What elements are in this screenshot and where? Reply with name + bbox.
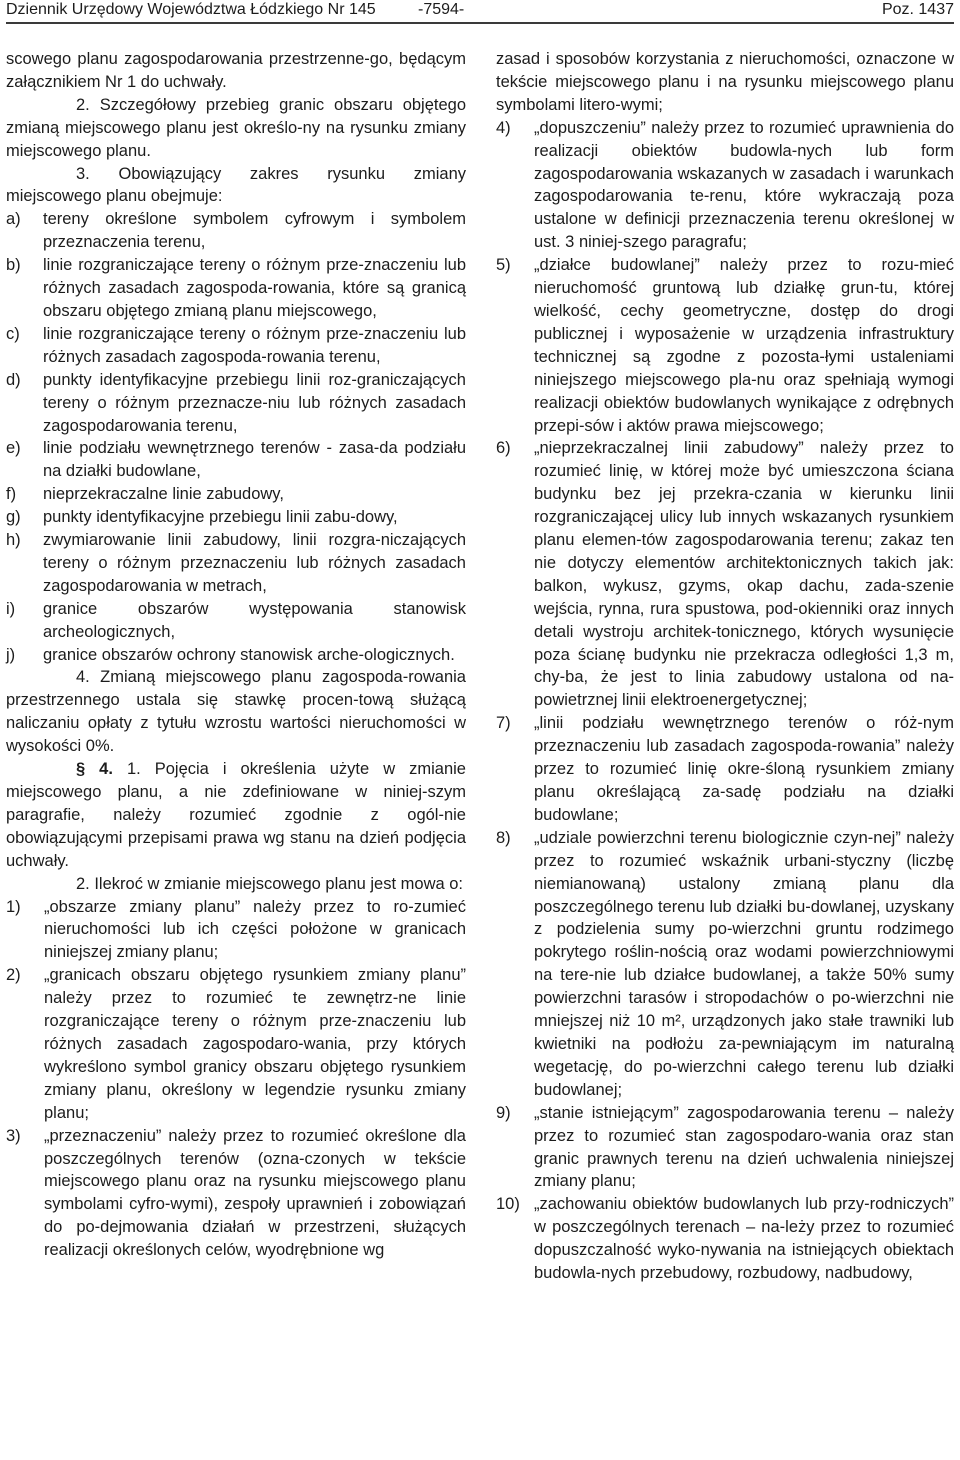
- item-text: punkty identyfikacyjne przebiegu linii roz-graniczających tereny o różnym przeznacze-niu lub różnych zasadach zagospodarowania terenu,: [43, 370, 466, 435]
- item-label: 10): [496, 1195, 520, 1214]
- paragraph: 2. Szczegółowy przebieg granic obszaru objętego zmianą miejscowego planu jest określo-ny na rysunku zmiany miejscowego planu.: [6, 95, 466, 160]
- definition-item: [496, 1102, 954, 1194]
- definition-item: [496, 437, 954, 712]
- item-text: „działce budowlanej” należy przez to rozu-mieć nieruchomość gruntową lub działkę grun-tu, której wielkość, cechy geometryczne, dostęp do drogi publicznej i wyposażenie w urządzenia infrastruktury technicznej są zgodne z pozosta-łymi ustaleniami niniejszego miejscowego pla-nu oraz spełniają wymogi realizacji obiektów budowlanych wynikające z odrębnych przepi-sów i aktów prawa miejscowego;: [534, 256, 954, 435]
- right-column: [496, 48, 954, 1285]
- item-text: linie rozgraniczające tereny o różnym prze-znaczeniu lub różnych zasadach zagospoda-rowania, które są granicą obszaru objętego zmianą planu miejscowego,: [43, 256, 466, 320]
- item-text: zwymiarowanie linii zabudowy, linii rozgra-niczających tereny o różnym przeznaczeniu lub różnych zasadach zagospodarowania w metrach,: [43, 531, 466, 595]
- journal-title: Dziennik Urzędowy Województwa Łódzkiego Nr 145: [6, 1, 376, 18]
- item-text: linie rozgraniczające tereny o różnym prze-znaczeniu lub różnych zasadach zagospoda-rowania terenu,: [43, 324, 466, 366]
- item-text: „granicach obszaru objętego rysunkiem zmiany planu” należy przez to rozumieć te zewnętrz-ne linie rozgraniczające tereny o różnym prze-znaczeniu lub różnych zasadach zagospodaro-wania, przy których wykreślono symbol granicy obszaru objętego rysunkiem zmiany planu, określony w legendzie rysunku zmiany planu;: [44, 966, 466, 1122]
- paragraph: 4. Zmianą miejscowego planu zagospoda-rowania przestrzennego ustala się stawkę procen-tową służącą naliczaniu opłaty z tytułu wzrostu wartości nieruchomości w wysokości 0%.: [6, 668, 466, 756]
- item-label: e): [6, 439, 21, 458]
- item-text: „udziale powierzchni terenu biologicznie czyn-nej” należy przez to rozumieć wskaźnik urbani-styczny (liczbę niemianowaną) ustalony zmianą planu dla poszczególnego terenu lub działki bu-dowlanej, uzyskany z podzielenia sumy po-wierzchni gruntu rodzimego pokrytego roślin-nością oraz wodami powierzchniowymi na tere-nie lub działce budowlanej, a także 50% sumy powierzchni tarasów i stropodachów o po-wierzchni nie mniejszej niż 10 m², urządzonych jako stałe trawniki lub kwietniki na podłożu za-pewniającym im naturalną wegetację, do po-wierzchni całego terenu lub działki budowlanej;: [534, 828, 954, 1099]
- item-text: nieprzekraczalne linie zabudowy,: [43, 485, 284, 504]
- item-label: 9): [496, 1103, 511, 1122]
- section-mark: § 4.: [76, 760, 113, 779]
- item-label: 3): [6, 1126, 21, 1145]
- item-label: 7): [496, 714, 511, 733]
- list-item: [6, 483, 466, 506]
- item-label: f): [6, 485, 17, 504]
- item-label: c): [6, 324, 20, 343]
- definition-item: [496, 827, 954, 1102]
- definition-item: [6, 1125, 466, 1262]
- item-text: punkty identyfikacyjne przebiegu linii zabu-dowy,: [43, 508, 398, 527]
- item-label: j): [6, 645, 16, 664]
- item-label: i): [6, 599, 16, 618]
- page-header: [0, 0, 960, 20]
- left-column: [6, 48, 466, 1262]
- section-text: 1. Pojęcia i określenia użyte w zmianie miejscowego planu, a nie zdefiniowane w niniej-szym paragrafie, należy rozumieć zgodnie z ogól-nie obowiązującymi przepisami prawa wg stanu na dzień podjęcia uchwały.: [6, 760, 466, 870]
- item-text: granice obszarów występowania stanowisk archeologicznych,: [43, 599, 466, 641]
- section-paragraph: [6, 758, 466, 873]
- item-label: 4): [496, 118, 511, 137]
- definition-item: [496, 117, 954, 254]
- definition-item: [496, 254, 954, 437]
- item-text: „obszarze zmiany planu” należy przez to ro-zumieć nieruchomości lub ich części położone w granicach niniejszej zmiany planu;: [44, 897, 466, 962]
- item-label: 1): [6, 897, 21, 916]
- item-label: 2): [6, 966, 21, 985]
- position-number: Poz. 1437: [881, 1, 954, 18]
- definition-item: [6, 964, 466, 1124]
- item-text: granice obszarów ochrony stanowisk arche-ologicznych.: [43, 645, 455, 664]
- item-label: g): [6, 508, 21, 527]
- list-item: [6, 437, 466, 483]
- list-item: [6, 208, 466, 254]
- item-label: b): [6, 256, 21, 275]
- item-label: h): [6, 531, 21, 550]
- item-text: „zachowaniu obiektów budowlanych lub przy-rodniczych” w poszczególnych terenach – na-leży przez to rozumieć dopuszczalność wyko-nywania na istniejących obiektach budowla-nych przebudowy, rozbudowy, nadbudowy,: [534, 1195, 954, 1283]
- item-label: d): [6, 370, 21, 389]
- item-text: „dopuszczeniu” należy przez to rozumieć uprawnienia do realizacji obiektów budowla-nych lub form zagospodarowania wskazanych w zasadach i warunkach zagospodarowania te-renu, które wykraczają poza ustalone w definicji przeznaczenia terenu określonej w ust. 3 niniej-szego paragrafu;: [534, 118, 954, 252]
- paragraph: zasad i sposobów korzystania z nieruchomości, oznaczone w tekście miejscowego planu i na rysunku miejscowego planu symbolami litero-wymi;: [496, 50, 954, 114]
- item-label: 5): [496, 256, 511, 275]
- definition-item: [496, 1193, 954, 1285]
- list-item: [6, 506, 466, 529]
- item-text: „linii podziału wewnętrznego terenów o róż-nym przeznaczeniu lub zasadach zagospoda-rowania” należy przez to rozumieć linię okre-śloną rysunkiem zmiany planu określającą za-sadę podziału na działki budowlane;: [534, 714, 954, 824]
- item-label: 8): [496, 828, 511, 847]
- item-text: linie podziału wewnętrznego terenów - zasa-da podziału na działki budowlane,: [43, 439, 466, 481]
- list-item: [6, 644, 466, 667]
- item-text: „przeznaczeniu” należy przez to rozumieć określone dla poszczególnych terenów (ozna-czonych w tekście miejscowego planu oraz na rysunku miejscowego planu symbolami cyfro-wymi), zespoły uprawnień i zobowiązań do po-dejmowania działań w przestrzeni, służących realizacji określonych celów, wyodrębnione wg: [44, 1126, 466, 1260]
- list-item: [6, 254, 466, 323]
- definition-item: [496, 712, 954, 827]
- list-item: [6, 369, 466, 438]
- list-item: [6, 529, 466, 598]
- list-item: [6, 323, 466, 369]
- item-label: a): [6, 210, 21, 229]
- paragraph: scowego planu zagospodarowania przestrzenne-go, będącym załącznikiem Nr 1 do uchwały.: [6, 50, 466, 91]
- item-text: „stanie istniejącym” zagospodarowania terenu – należy przez to rozumieć stan zagospodaro-wania oraz stan granic prawnych terenu na dzień uchwalenia niniejszej zmiany planu;: [534, 1103, 954, 1191]
- item-label: 6): [496, 439, 511, 458]
- list-item: [6, 598, 466, 644]
- header-rule: [6, 22, 954, 24]
- item-text: tereny określone symbolem cyfrowym i symbolem przeznaczenia terenu,: [43, 210, 466, 252]
- page-number: -7594-: [418, 1, 465, 18]
- paragraph: 3. Obowiązujący zakres rysunku zmiany miejscowego planu obejmuje:: [6, 164, 466, 206]
- item-text: „nieprzekraczalnej linii zabudowy” należy przez to rozumieć linię, w której może być umieszczona ściana budynku bez jej przekra-czania w kierunku linii rozgraniczającej ulicy lub innych wskazanych rysunkiem planu elemen-tów zagospodarowania terenu; zakaz ten nie dotyczy elementów architektonicznych takich jak: balkon, wykusz, gzyms, okap dachu, zada-szenie wejścia, rynna, rura spustowa, pod-okienniki oraz innych detali wystroju architek-tonicznego, których wysunięcie poza ścianę budynku nie przekracza odległości 1,3 m, chy-ba, że jest to linia zabudowy ustalona od na-powietrznej linii elektroenergetycznej;: [534, 439, 954, 710]
- paragraph: 2. Ilekroć w zmianie miejscowego planu jest mowa o:: [76, 874, 464, 893]
- definition-item: [6, 896, 466, 965]
